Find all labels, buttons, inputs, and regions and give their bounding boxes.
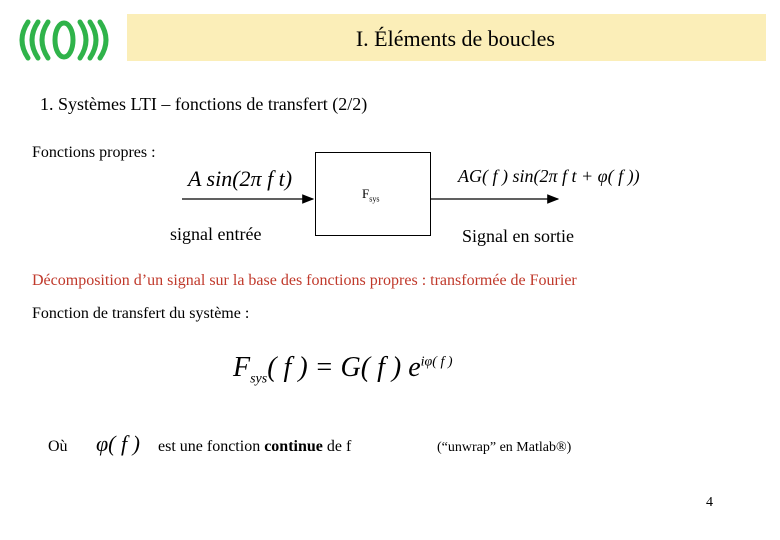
- page-number: 4: [706, 495, 713, 510]
- system-label: $F_{sys}$: [362, 186, 380, 204]
- ou-label: Où: [48, 438, 68, 455]
- decomposition-text: Décomposition d’un signal sur la base des fonctions propres : transformée de Fourier: [32, 272, 577, 289]
- slide-title: I. Éléments de boucles: [355, 26, 555, 51]
- input-signal-formula: A sin(2π f t): [188, 166, 293, 191]
- eigenfunctions-heading: Fonctions propres :: [32, 144, 156, 161]
- output-signal-formula: AG( f ) sin(2π f t + φ( f )): [458, 166, 640, 186]
- transfer-function-equation: $F_{sys}$( f ) = G( f ) $e^{i\varphi( f )}$: [233, 352, 453, 387]
- input-label: signal entrée: [170, 224, 262, 244]
- unwrap-note: (“unwrap” en Matlab®): [437, 440, 572, 455]
- transfer-function-heading: Fonction de transfert du système :: [32, 305, 250, 322]
- section-subtitle: 1. Systèmes LTI – fonctions de transfert (2/2): [40, 94, 368, 114]
- continuity-note: est une fonction continue de f: [158, 438, 352, 455]
- phi-formula: φ( f ): [96, 431, 140, 456]
- output-label: Signal en sortie: [462, 226, 574, 246]
